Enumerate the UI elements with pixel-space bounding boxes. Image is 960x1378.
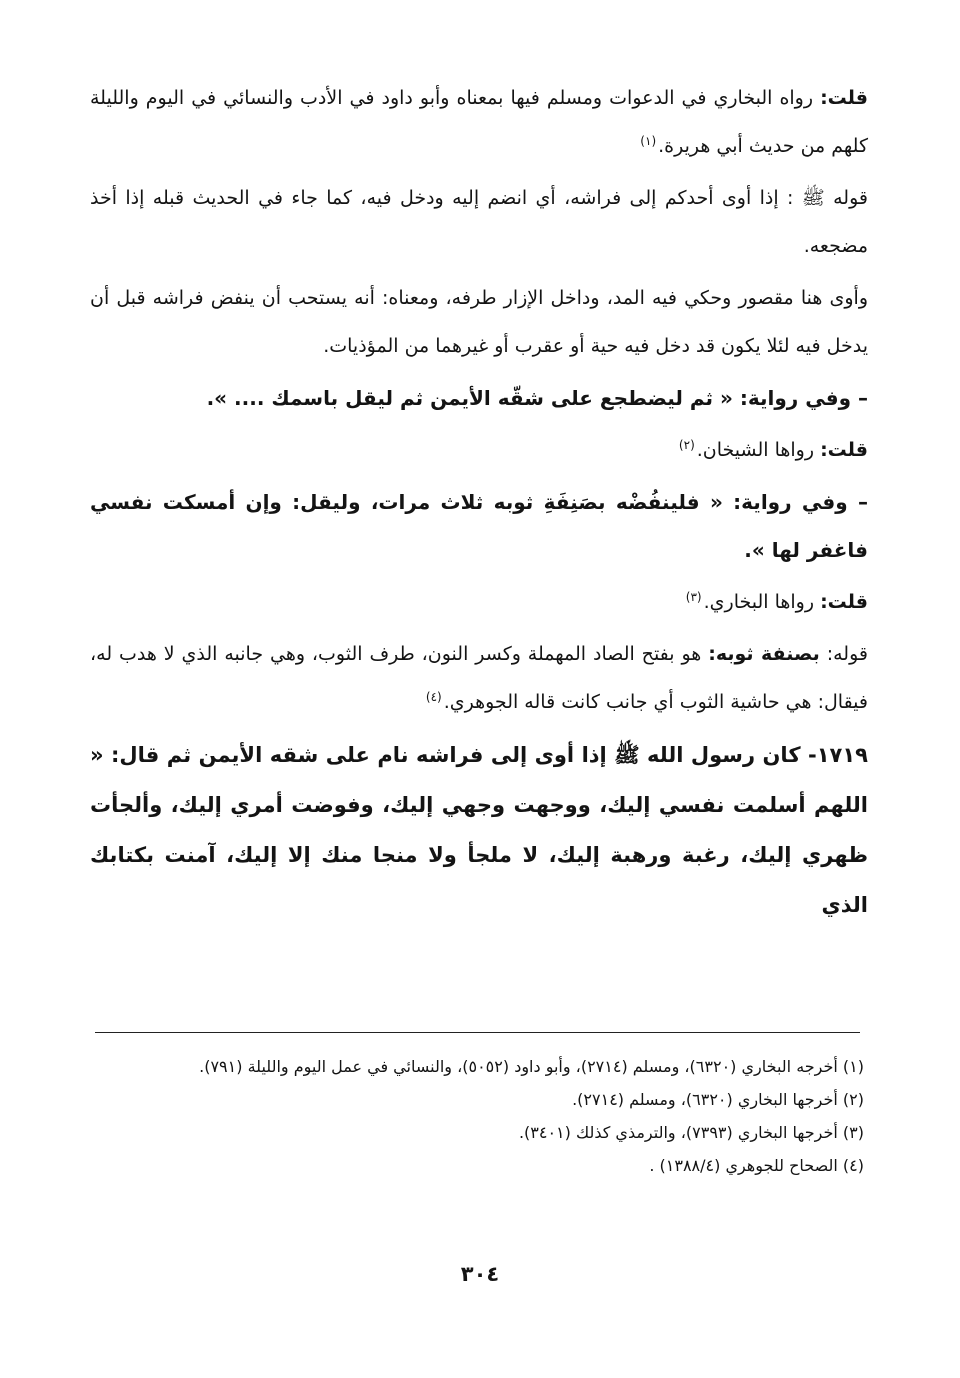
footnote-2: (٢) أخرجها البخاري (٦٣٢٠)، ومسلم (٢٧١٤). (572, 1090, 864, 1109)
footnote-ref-2[interactable]: (٢) (678, 437, 695, 452)
paragraph-prefix: قوله: (819, 643, 868, 665)
footnote-ref-4[interactable]: (٤) (425, 689, 442, 704)
footnote-3: (٣) أخرجها البخاري (٧٣٩٣)، والترمذي كذلك (٣٤٠١). (518, 1123, 864, 1142)
narration-text: – وفي رواية: « فلينفُضْه بصَنِفَةِ ثوبه ثلاث مرات، وليقل: وإن أمسكت نفسي فاغفر لها ». (90, 490, 868, 562)
paragraph-2 (90, 174, 868, 270)
paragraph-text: رواه البخاري في الدعوات ومسلم فيها بمعناه وأبو داود في الأدب والنسائي في اليوم والليلة كلهم من حديث أبي هريرة. (90, 87, 868, 157)
paragraph-text: رواها البخاري. (703, 591, 821, 613)
paragraph-text: هو بفتح الصاد المهملة وكسر النون، طرف الثوب، وهي جانبه الذي لا هدب له، فيقال: هي حاشية الثوب أي جانب كانت قاله الجوهري. (90, 643, 868, 713)
paragraph-5 (90, 426, 868, 474)
paragraph-label: بصنفة ثوبه: (708, 643, 820, 665)
paragraph-text: وأوى هنا مقصور وحكي فيه المد، وداخل الإزار طرفه، ومعناه: أنه يستحب أن ينفض فراشه قبل أن يدخل فيه لئلا يكون قد دخل فيه حية أو عقرب أو غيرهما من المؤذيات. (90, 287, 868, 357)
main-text (90, 74, 868, 930)
paragraph-1 (90, 74, 868, 170)
narration-text: – وفي رواية: « ثم ليضطجع على شقّه الأيمن ثم ليقل باسمك .... ». (206, 386, 868, 410)
paragraph-label: قلت: (820, 591, 868, 613)
footnote-ref-1[interactable]: (١) (640, 133, 657, 148)
footnote-4: (٤) الصحاح للجوهري (١٣٨٨/٤) . (649, 1156, 864, 1175)
page-number: ٣٠٤ (460, 1262, 500, 1286)
paragraph-text: قوله ﷺ : إذا أوى أحدكم إلى فراشه، أي انضم إليه ودخل فيه، كما جاء في الحديث قبله إذا أخذ مضجعه. (90, 187, 868, 257)
narration-1 (90, 374, 868, 422)
paragraph-3 (90, 274, 868, 370)
paragraph-text: رواها الشيخان. (696, 439, 821, 461)
hadith-1719 (90, 730, 868, 930)
paragraph-7 (90, 578, 868, 626)
hadith-text: ١٧١٩- كان رسول الله ﷺ إذا أوى إلى فراشه نام على شقه الأيمن ثم قال: « اللهم أسلمت نفسي إليك، ووجهت وجهي إليك، وفوضت أمري إليك، وألجأت ظهري إليك، رغبة ورهبة إليك، لا ملجأ ولا منجا منك إلا إليك، آمنت بكتابك الذي (90, 743, 868, 917)
paragraph-label: قلت: (820, 87, 868, 109)
footnote-1: (١) أخرجه البخاري (٦٣٢٠)، ومسلم (٢٧١٤)، وأبو داود (٥٠٥٢)، والنسائي في عمل اليوم والليلة (٧٩١). (199, 1057, 864, 1076)
footnote-ref-3[interactable]: (٣) (685, 589, 702, 604)
footnotes (84, 1050, 864, 1182)
narration-2 (90, 478, 868, 574)
footnote-separator (95, 1032, 860, 1033)
paragraph-label: قلت: (820, 439, 868, 461)
paragraph-8 (90, 630, 868, 726)
